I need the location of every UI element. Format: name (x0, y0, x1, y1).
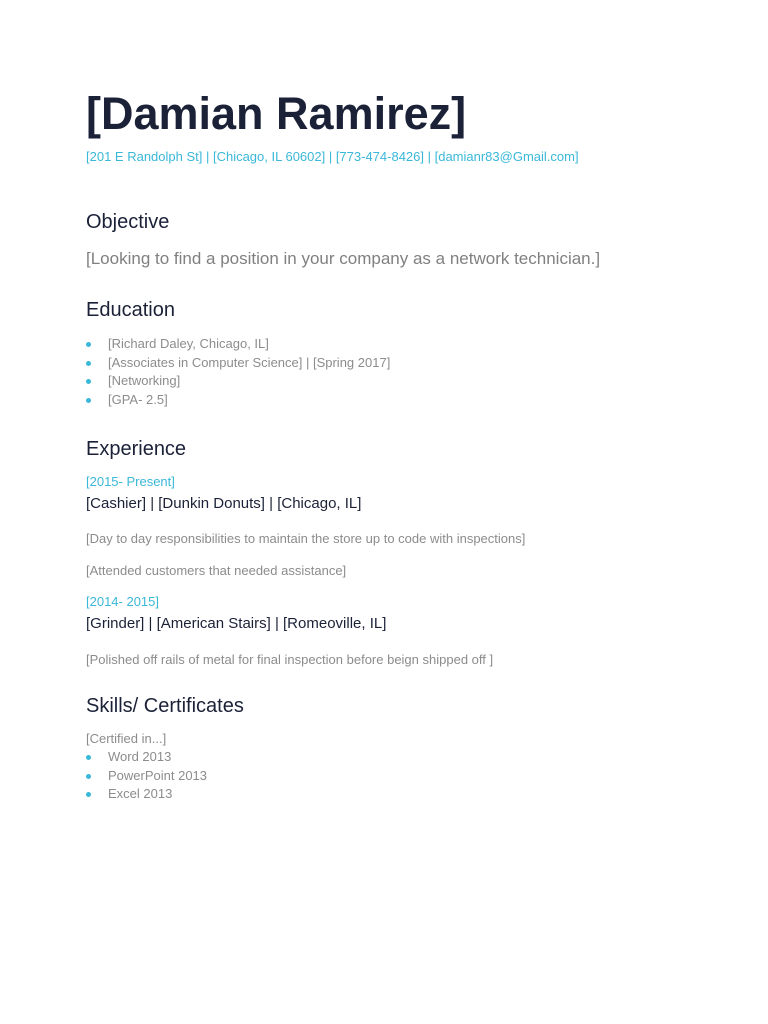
skills-list (86, 748, 207, 804)
objective-heading: Objective (86, 211, 170, 233)
list-item (86, 372, 390, 391)
bullet-icon (86, 792, 91, 797)
list-item (86, 785, 207, 804)
job-detail: [Day to day responsibilities to maintain the store up to code with inspections] (86, 531, 526, 546)
list-item (86, 748, 207, 767)
job-detail: [Attended customers that needed assistance] (86, 563, 347, 578)
bullet-icon (86, 361, 91, 366)
skill-item: Word 2013 (108, 749, 172, 764)
job-dates: [2014- 2015] (86, 594, 160, 609)
objective-text: [Looking to find a position in your company as a network technician.] (86, 249, 601, 268)
job-title: [Cashier] | [Dunkin Donuts] | [Chicago, IL] (86, 495, 362, 512)
bullet-icon (86, 398, 91, 403)
bullet-icon (86, 379, 91, 384)
education-item: [Associates in Computer Science] | [Spring 2017] (108, 354, 391, 370)
skill-item: PowerPoint 2013 (108, 767, 208, 783)
contact-info: [201 E Randolph St] | [Chicago, IL 60602] | [773-474-8426] | [damianr83@Gmail.com] (86, 149, 579, 164)
job-detail: [Polished off rails of metal for final inspection before beign shipped off ] (86, 652, 494, 667)
education-item: [Richard Daley, Chicago, IL] (108, 336, 269, 351)
bullet-icon (86, 755, 91, 760)
education-list (86, 335, 390, 410)
skill-item: Excel 2013 (108, 786, 173, 802)
education-item: [GPA- 2.5] (108, 392, 168, 408)
resume-name: [Damian Ramirez] (86, 88, 467, 139)
list-item (86, 391, 390, 410)
bullet-icon (86, 342, 91, 347)
job-title: [Grinder] | [American Stairs] | [Romeoville, IL] (86, 615, 387, 632)
experience-heading: Experience (86, 438, 187, 460)
job-dates: [2015- Present] (86, 474, 175, 489)
skills-heading: Skills/ Certificates (86, 695, 244, 717)
education-heading: Education (86, 299, 175, 321)
skills-intro: [Certified in...] (86, 731, 167, 746)
list-item (86, 767, 207, 786)
list-item (86, 354, 390, 373)
education-item: [Networking] (108, 373, 181, 389)
list-item (86, 335, 390, 354)
bullet-icon (86, 774, 91, 779)
